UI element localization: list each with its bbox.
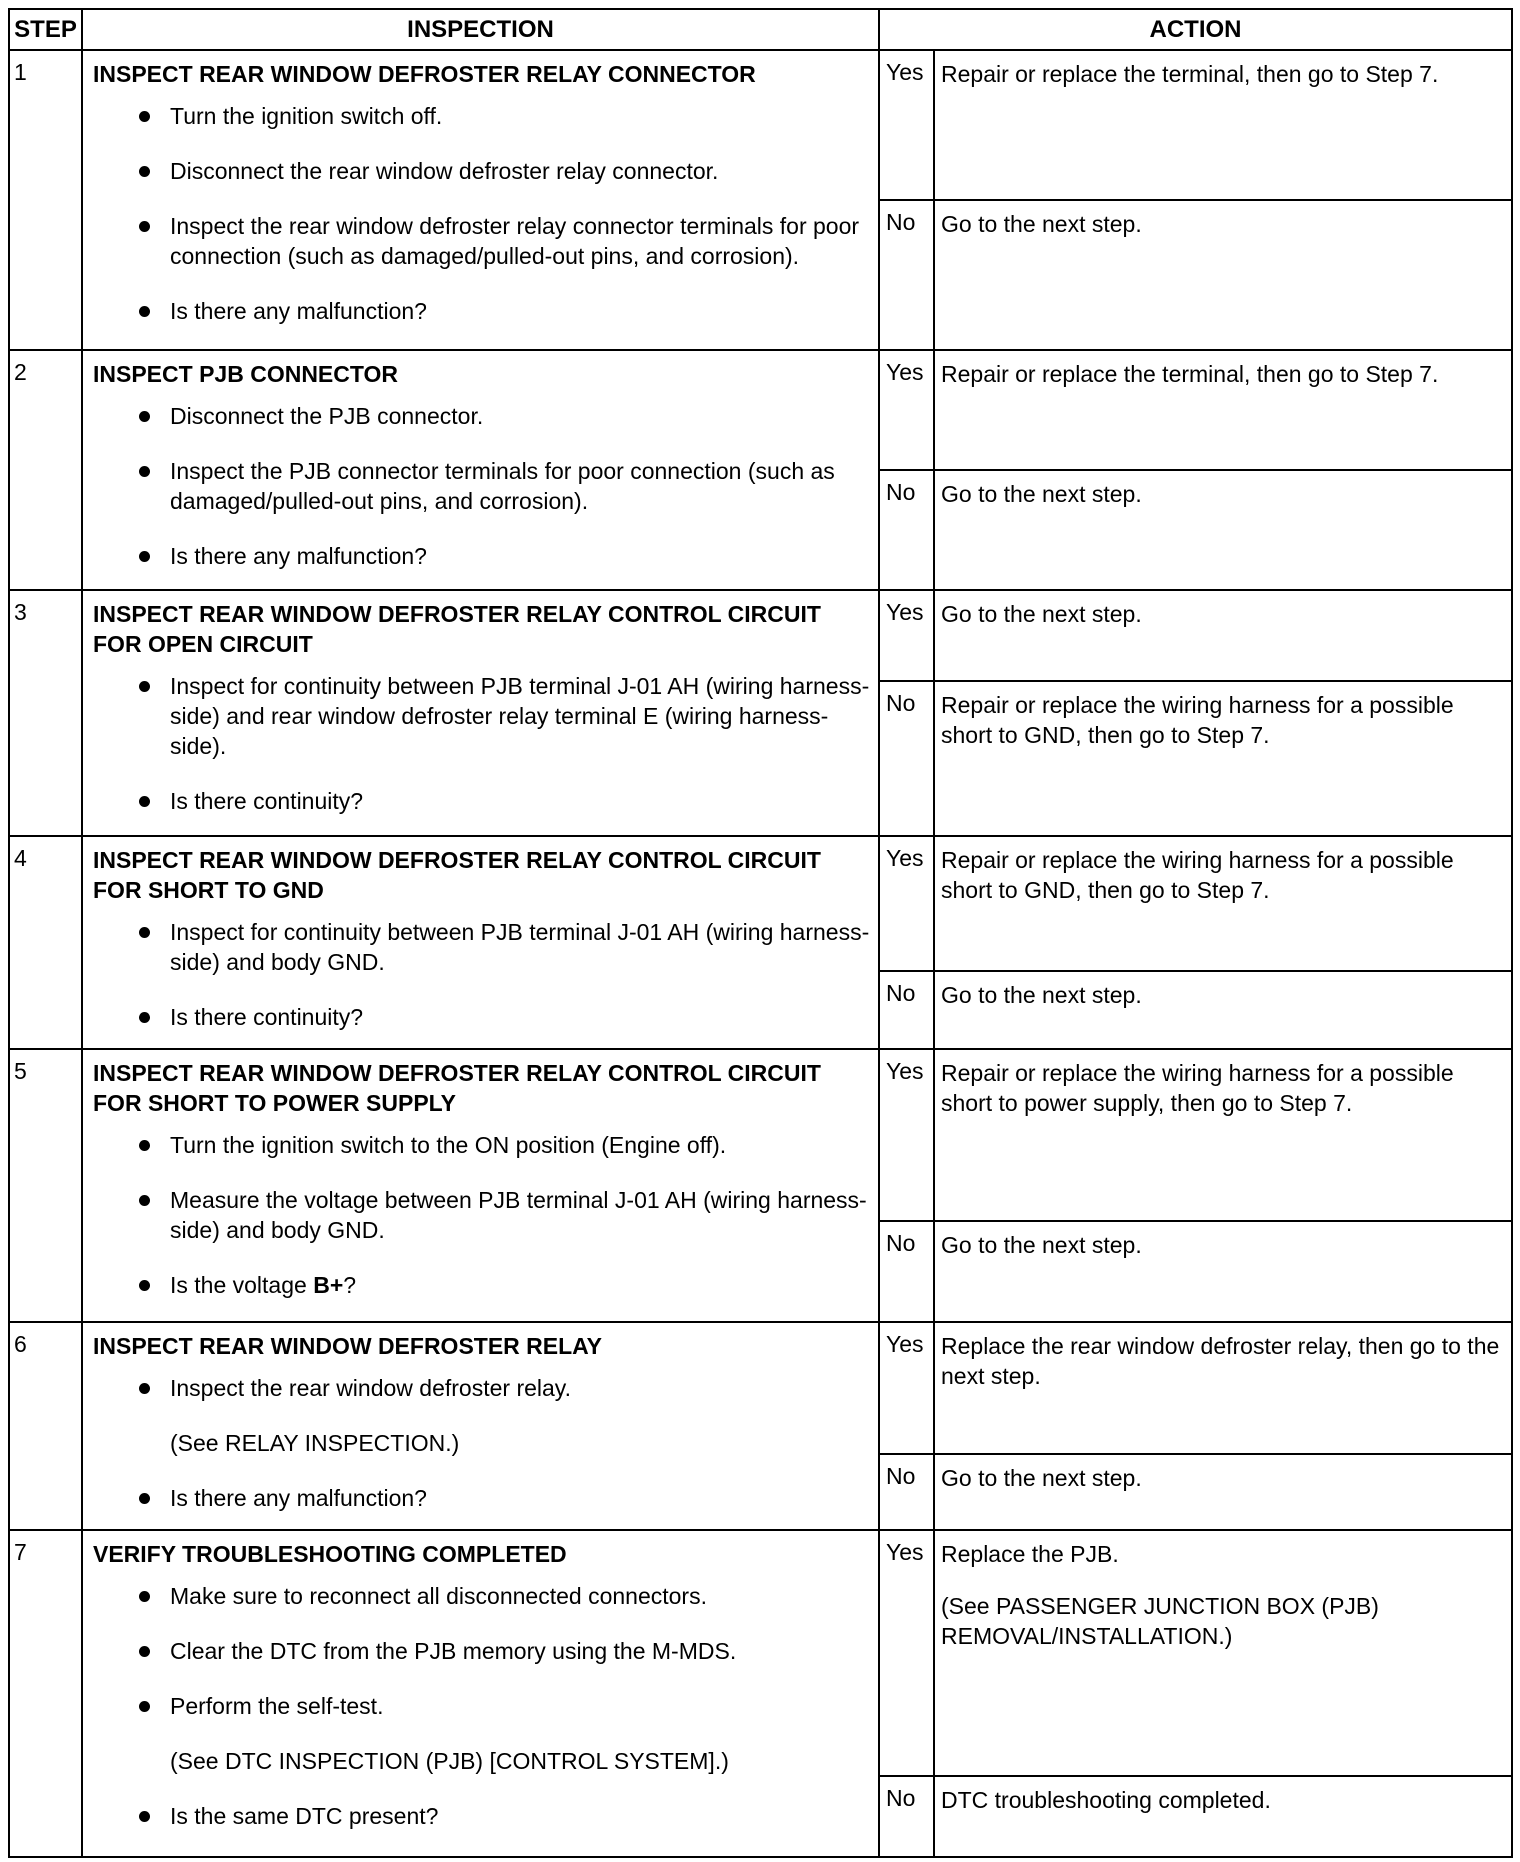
inspection-item: Inspect for continuity between PJB terminal J-01 AH (wiring harness-side) and body GND.	[93, 917, 870, 977]
inspection-item: Clear the DTC from the PJB memory using the M-MDS.	[93, 1636, 870, 1666]
no-action: Go to the next step.	[934, 470, 1512, 591]
inspection-cell	[82, 590, 879, 836]
step-row	[9, 590, 1512, 680]
step-row	[9, 1049, 1512, 1220]
inspection-item: Make sure to reconnect all disconnected connectors.	[93, 1581, 870, 1611]
inspection-question: Is the same DTC present?	[93, 1801, 870, 1831]
inspection-cell	[82, 1049, 879, 1322]
inspection-cell	[82, 350, 879, 590]
inspection-item: Turn the ignition switch off.	[93, 101, 870, 131]
inspection-cell	[82, 1322, 879, 1530]
inspection-item: Disconnect the PJB connector.	[93, 401, 870, 431]
inspection-item: Disconnect the rear window defroster relay connector.	[93, 156, 870, 186]
inspection-item: Inspect the rear window defroster relay.	[93, 1373, 870, 1403]
step-number: 6	[9, 1322, 82, 1530]
step-number: 2	[9, 350, 82, 590]
step-row	[9, 1530, 1512, 1776]
question-text: Is the voltage	[170, 1272, 314, 1299]
inspection-question: Is there continuity?	[93, 1002, 870, 1032]
no-action: Go to the next step.	[934, 1221, 1512, 1322]
step-number: 1	[9, 50, 82, 350]
yes-action: Go to the next step.	[934, 590, 1512, 680]
no-label: No	[879, 1454, 934, 1530]
inspection-item: Perform the self-test.	[93, 1691, 870, 1721]
step-title: VERIFY TROUBLESHOOTING COMPLETED	[93, 1540, 567, 1567]
yes-action-reference: (See PASSENGER JUNCTION BOX (PJB) REMOVAL/INSTALLATION.)	[941, 1592, 1379, 1649]
step-row	[9, 836, 1512, 971]
inspection-question	[93, 1270, 870, 1300]
yes-label: Yes	[879, 1322, 934, 1453]
action-header: ACTION	[879, 9, 1512, 50]
inspection-question: Is there any malfunction?	[93, 1483, 870, 1513]
yes-action: Repair or replace the wiring harness for a possible short to power supply, then go to Step 7.	[934, 1049, 1512, 1220]
no-action: DTC troubleshooting completed.	[934, 1776, 1512, 1857]
voltage-value: B+	[313, 1272, 344, 1299]
inspection-reference: (See DTC INSPECTION (PJB) [CONTROL SYSTEM].)	[170, 1747, 729, 1774]
question-mark: ?	[343, 1272, 357, 1299]
no-label: No	[879, 681, 934, 836]
no-label: No	[879, 1221, 934, 1322]
inspection-question: Is there any malfunction?	[93, 541, 870, 571]
step-title: INSPECT REAR WINDOW DEFROSTER RELAY CONNECTOR	[93, 61, 756, 88]
step-header: STEP	[9, 9, 82, 50]
inspection-item: Turn the ignition switch to the ON position (Engine off).	[93, 1130, 870, 1160]
step-number: 5	[9, 1049, 82, 1322]
yes-label: Yes	[879, 1530, 934, 1776]
inspection-item: Inspect the rear window defroster relay connector terminals for poor connection (such as damaged/pulled-out pins, and corrosion).	[93, 211, 870, 271]
inspection-cell	[82, 50, 879, 350]
step-row	[9, 50, 1512, 200]
yes-action: Replace the rear window defroster relay, then go to the next step.	[934, 1322, 1512, 1453]
no-action: Go to the next step.	[934, 1454, 1512, 1530]
no-action: Go to the next step.	[934, 200, 1512, 350]
yes-action: Repair or replace the terminal, then go to Step 7.	[934, 50, 1512, 200]
inspection-cell	[82, 1530, 879, 1857]
step-title: INSPECT PJB CONNECTOR	[93, 361, 399, 387]
step-title: INSPECT REAR WINDOW DEFROSTER RELAY CONTROL CIRCUIT FOR OPEN CIRCUIT	[93, 601, 821, 658]
step-number: 3	[9, 590, 82, 836]
no-label: No	[879, 1776, 934, 1857]
yes-action: Replace the PJB.	[941, 1540, 1119, 1567]
step-number: 4	[9, 836, 82, 1049]
step-title: INSPECT REAR WINDOW DEFROSTER RELAY CONTROL CIRCUIT FOR SHORT TO GND	[93, 847, 821, 904]
step-row	[9, 1322, 1512, 1453]
inspection-header: INSPECTION	[82, 9, 879, 50]
no-label: No	[879, 200, 934, 350]
yes-label: Yes	[879, 590, 934, 680]
step-row	[9, 350, 1512, 470]
inspection-reference: (See RELAY INSPECTION.)	[170, 1430, 460, 1457]
no-label: No	[879, 971, 934, 1049]
yes-label: Yes	[879, 836, 934, 971]
yes-label: Yes	[879, 50, 934, 200]
troubleshooting-table	[8, 8, 1513, 1858]
yes-label: Yes	[879, 350, 934, 470]
inspection-cell	[82, 836, 879, 1049]
yes-action: Repair or replace the terminal, then go to Step 7.	[934, 350, 1512, 470]
yes-action-cell	[934, 1530, 1512, 1776]
step-number: 7	[9, 1530, 82, 1857]
step-title: INSPECT REAR WINDOW DEFROSTER RELAY	[93, 1333, 603, 1360]
yes-action: Repair or replace the wiring harness for a possible short to GND, then go to Step 7.	[934, 836, 1512, 971]
inspection-question: Is there continuity?	[93, 786, 870, 816]
no-action: Go to the next step.	[934, 971, 1512, 1049]
inspection-item: Inspect the PJB connector terminals for poor connection (such as damaged/pulled-out pins, and corrosion).	[93, 456, 870, 516]
inspection-item: Inspect for continuity between PJB terminal J-01 AH (wiring harness-side) and rear window defroster relay terminal E (wiring harness-side).	[93, 671, 870, 761]
yes-label: Yes	[879, 1049, 934, 1220]
step-title: INSPECT REAR WINDOW DEFROSTER RELAY CONTROL CIRCUIT FOR SHORT TO POWER SUPPLY	[93, 1060, 821, 1117]
no-action: Repair or replace the wiring harness for a possible short to GND, then go to Step 7.	[934, 681, 1512, 836]
no-label: No	[879, 470, 934, 591]
header-row	[9, 9, 1512, 50]
inspection-question: Is there any malfunction?	[93, 296, 870, 326]
inspection-item: Measure the voltage between PJB terminal J-01 AH (wiring harness-side) and body GND.	[93, 1185, 870, 1245]
